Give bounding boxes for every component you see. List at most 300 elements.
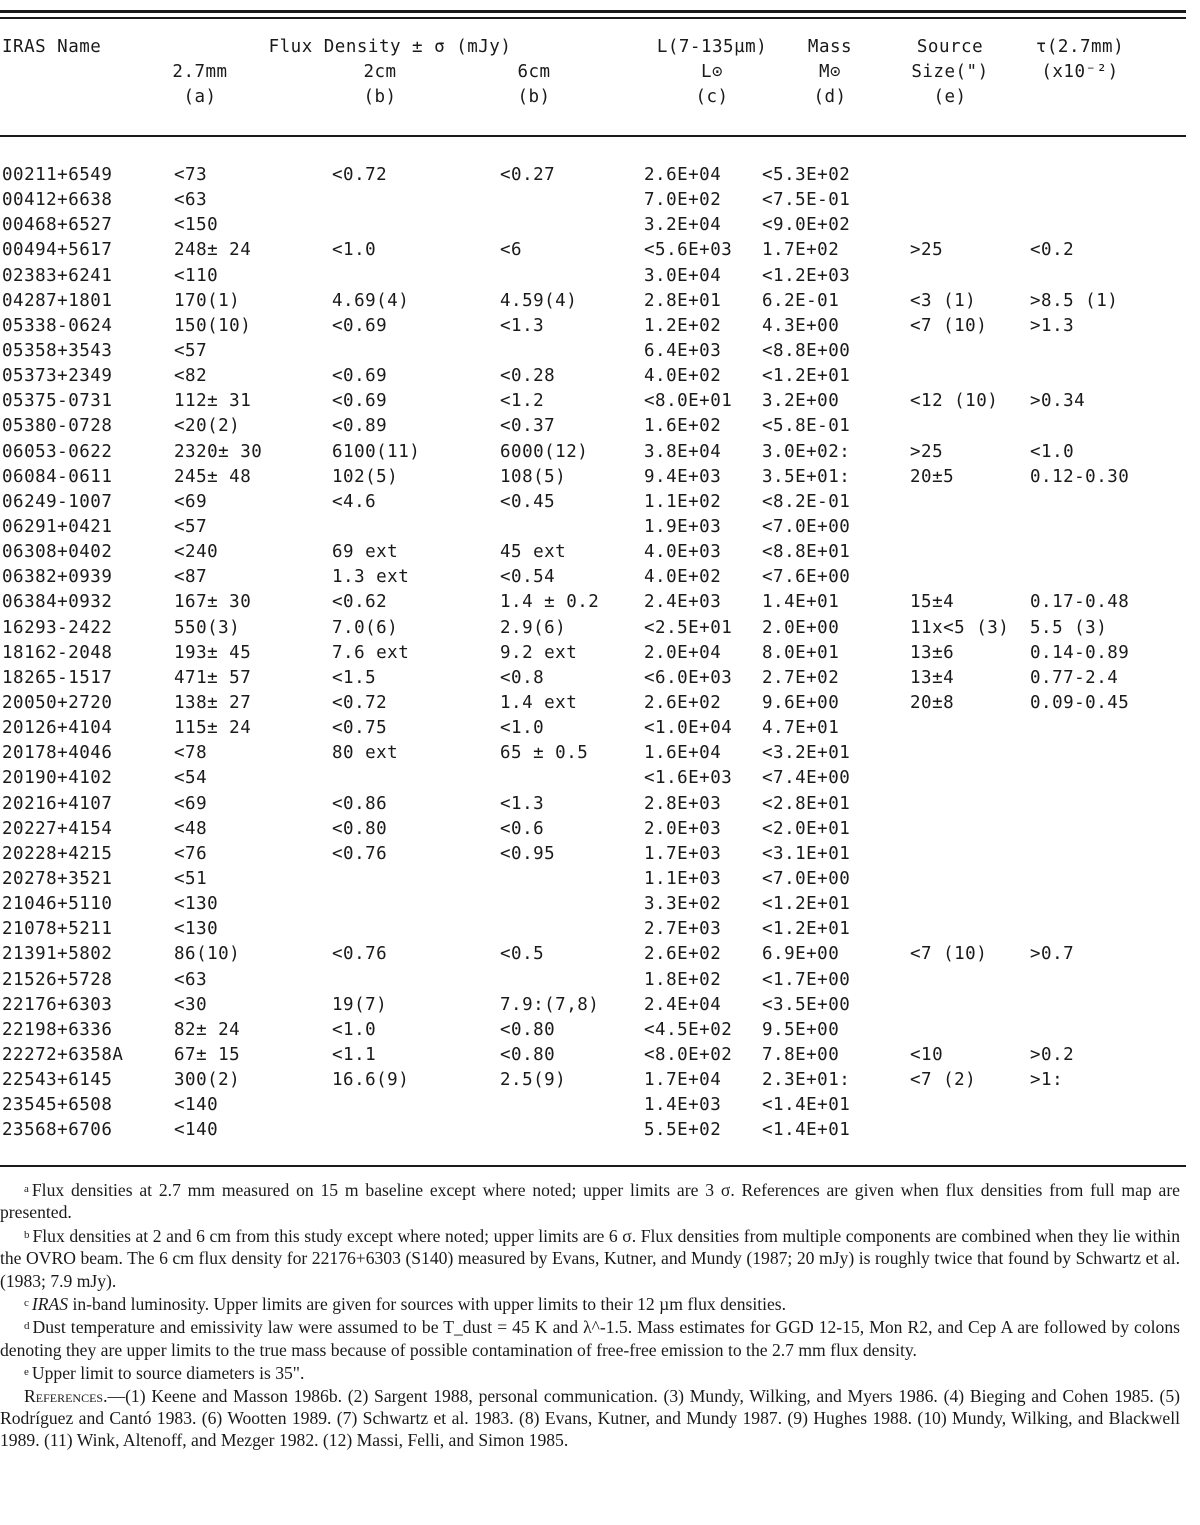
- header-luminosity: L(7-135µm): [656, 37, 768, 57]
- cell-iras-name: 05338-0624: [2, 315, 113, 336]
- cell-flux-27mm: <54: [174, 768, 208, 789]
- cell-iras-name: 23545+6508: [2, 1095, 113, 1116]
- cell-iras-name: 21078+5211: [2, 919, 113, 940]
- header-luminosity-unit: L⊙: [700, 62, 724, 82]
- cell-iras-name: 20227+4154: [2, 818, 113, 839]
- cell-iras-name: 20050+2720: [2, 692, 113, 713]
- cell-mass: <3.5E+00: [762, 994, 851, 1015]
- header-tau-2: (x10⁻²): [1041, 62, 1119, 82]
- cell-flux-2cm: <0.89: [332, 416, 388, 437]
- cell-iras-name: 22198+6336: [2, 1019, 113, 1040]
- header-rule: [0, 135, 1186, 137]
- cell-tau: >0.34: [1030, 391, 1086, 412]
- cell-mass: <5.3E+02: [762, 165, 851, 185]
- table-row: [0, 867, 1190, 892]
- cell-mass: <3.2E+01: [762, 743, 851, 764]
- cell-flux-6cm: 1.4 ext: [500, 692, 578, 713]
- table-row: [0, 364, 1190, 389]
- cell-flux-2cm: <0.69: [332, 391, 388, 412]
- cell-mass: <1.4E+01: [762, 1120, 851, 1141]
- cell-source-size: >25: [910, 441, 944, 462]
- cell-iras-name: 21526+5728: [2, 969, 113, 990]
- cell-iras-name: 20228+4215: [2, 843, 113, 864]
- cell-iras-name: 00468+6527: [2, 215, 113, 236]
- table-body: [0, 163, 1190, 1143]
- table-row: [0, 993, 1190, 1018]
- cell-mass: <1.7E+00: [762, 969, 851, 990]
- cell-flux-6cm: <6: [500, 240, 523, 261]
- cell-luminosity: 3.0E+04: [644, 265, 722, 286]
- cell-mass: 3.2E+00: [762, 391, 840, 412]
- cell-luminosity: 5.5E+02: [644, 1120, 722, 1141]
- cell-flux-27mm: <63: [174, 969, 208, 990]
- cell-flux-27mm: 115± 24: [174, 718, 252, 739]
- table-row: [0, 565, 1190, 590]
- cell-iras-name: 06249-1007: [2, 491, 113, 512]
- cell-flux-2cm: <0.76: [332, 944, 388, 965]
- footnote-a-mark: a: [24, 1183, 29, 1195]
- cell-flux-27mm: <30: [174, 994, 208, 1015]
- cell-flux-2cm: <1.0: [332, 1019, 377, 1040]
- cell-flux-27mm: 170(1): [174, 290, 241, 311]
- cell-luminosity: 3.3E+02: [644, 894, 722, 915]
- header-note-b-6cm: (b): [517, 87, 551, 107]
- table-row: [0, 741, 1190, 766]
- cell-source-size: 13±6: [910, 642, 955, 663]
- cell-flux-2cm: <0.72: [332, 692, 388, 713]
- footnote-d-mark: d: [24, 1320, 30, 1333]
- cell-flux-2cm: <0.69: [332, 315, 388, 336]
- cell-flux-6cm: 108(5): [500, 466, 567, 487]
- references: [0, 1385, 1180, 1452]
- cell-iras-name: 20278+3521: [2, 868, 113, 889]
- header-note-e: (e): [933, 87, 967, 107]
- cell-luminosity: <5.6E+03: [644, 240, 733, 261]
- cell-luminosity: 2.0E+03: [644, 818, 722, 839]
- cell-flux-2cm: <1.0: [332, 240, 377, 261]
- table-row: [0, 515, 1190, 540]
- cell-flux-27mm: 167± 30: [174, 592, 252, 613]
- cell-luminosity: 1.1E+03: [644, 868, 722, 889]
- cell-flux-27mm: 300(2): [174, 1070, 241, 1091]
- cell-mass: <5.8E-01: [762, 416, 851, 437]
- cell-flux-27mm: <140: [174, 1120, 219, 1141]
- footnote-d: [0, 1315, 1180, 1361]
- cell-flux-27mm: <57: [174, 516, 208, 537]
- cell-luminosity: 1.8E+02: [644, 969, 722, 990]
- cell-flux-2cm: 6100(11): [332, 441, 421, 462]
- cell-luminosity: 2.4E+04: [644, 994, 722, 1015]
- cell-flux-27mm: <130: [174, 919, 219, 940]
- cell-mass: 7.8E+00: [762, 1044, 840, 1065]
- cell-luminosity: 1.7E+03: [644, 843, 722, 864]
- header-note-b-2cm: (b): [363, 87, 397, 107]
- cell-mass: 8.0E+01: [762, 642, 840, 663]
- cell-mass: <7.6E+00: [762, 567, 851, 588]
- table-row: [0, 339, 1190, 364]
- table-row: [0, 440, 1190, 465]
- cell-mass: 9.5E+00: [762, 1019, 840, 1040]
- table-row: [0, 163, 1190, 188]
- cell-tau: 0.77-2.4: [1030, 667, 1119, 688]
- cell-flux-6cm: <0.8: [500, 667, 545, 688]
- cell-luminosity: 2.7E+03: [644, 919, 722, 940]
- table-row: [0, 188, 1190, 213]
- cell-flux-2cm: <4.6: [332, 491, 377, 512]
- header-note-d: (d): [813, 87, 847, 107]
- cell-flux-6cm: <0.37: [500, 416, 556, 437]
- cell-mass: <7.0E+00: [762, 516, 851, 537]
- table-row: [0, 389, 1190, 414]
- cell-flux-6cm: <1.3: [500, 793, 545, 814]
- cell-source-size: 20±8: [910, 692, 955, 713]
- footnote-b-text: Flux densities at 2 and 6 cm from this study except where noted; upper limits are 6 σ. Flux densities from multiple components are combined when they lie within the OVRO beam. The 6 cm flux density for 22176+6303 (S140) measured by Evans, Kutner, and Mundy (1987; 20 mJy) is roughly twice that found by Schwartz et al. (1983; 7.9 mJy).: [0, 1225, 1180, 1291]
- footnote-c-iras: IRAS: [31, 1294, 69, 1315]
- cell-mass: 3.0E+02:: [762, 441, 851, 462]
- cell-tau: <1.0: [1030, 441, 1075, 462]
- cell-flux-2cm: <0.86: [332, 793, 388, 814]
- cell-source-size: 15±4: [910, 592, 955, 613]
- cell-flux-27mm: <82: [174, 366, 208, 387]
- footnote-e-text: Upper limit to source diameters is 35".: [31, 1363, 305, 1384]
- table-row: [0, 792, 1190, 817]
- cell-iras-name: 23568+6706: [2, 1120, 113, 1141]
- cell-luminosity: 7.0E+02: [644, 190, 722, 211]
- cell-iras-name: 05380-0728: [2, 416, 113, 437]
- cell-flux-27mm: <69: [174, 793, 208, 814]
- header-note-a: (a): [183, 87, 217, 107]
- cell-flux-6cm: <0.5: [500, 944, 545, 965]
- cell-iras-name: 00494+5617: [2, 240, 113, 261]
- cell-flux-6cm: 9.2 ext: [500, 642, 578, 663]
- cell-flux-6cm: 4.59(4): [500, 290, 578, 311]
- table-row: [0, 314, 1190, 339]
- header-tau-1: τ(2.7mm): [1035, 37, 1125, 57]
- cell-luminosity: <1.0E+04: [644, 718, 733, 739]
- cell-flux-2cm: <0.75: [332, 718, 388, 739]
- cell-luminosity: 1.1E+02: [644, 491, 722, 512]
- cell-iras-name: 05373+2349: [2, 366, 113, 387]
- cell-luminosity: 4.0E+02: [644, 366, 722, 387]
- cell-source-size: <7 (2): [910, 1070, 977, 1091]
- table-row: [0, 289, 1190, 314]
- cell-flux-27mm: <69: [174, 491, 208, 512]
- table-footnotes: [0, 1178, 1180, 1452]
- table-row: [0, 1118, 1190, 1143]
- cell-mass: <8.2E-01: [762, 491, 851, 512]
- cell-flux-2cm: <1.5: [332, 667, 377, 688]
- cell-mass: 2.3E+01:: [762, 1070, 851, 1091]
- footnote-c-mark: c: [24, 1297, 29, 1310]
- cell-iras-name: 22272+6358A: [2, 1044, 124, 1065]
- cell-source-size: 20±5: [910, 466, 955, 487]
- cell-luminosity: 1.4E+03: [644, 1095, 722, 1116]
- cell-flux-27mm: <140: [174, 1095, 219, 1116]
- cell-flux-2cm: <0.76: [332, 843, 388, 864]
- cell-mass: <1.4E+01: [762, 1095, 851, 1116]
- table-row: [0, 1043, 1190, 1068]
- table-row: [0, 490, 1190, 515]
- cell-iras-name: 20126+4104: [2, 718, 113, 739]
- cell-flux-6cm: <1.3: [500, 315, 545, 336]
- table-row: [0, 213, 1190, 238]
- cell-source-size: >25: [910, 240, 944, 261]
- cell-flux-6cm: <0.80: [500, 1044, 556, 1065]
- cell-mass: <8.8E+01: [762, 542, 851, 563]
- header-6cm: 6cm: [517, 62, 551, 82]
- cell-iras-name: 22543+6145: [2, 1070, 113, 1091]
- cell-flux-6cm: <0.45: [500, 491, 556, 512]
- table-row: [0, 1093, 1190, 1118]
- cell-tau: 5.5 (3): [1030, 617, 1108, 638]
- cell-flux-27mm: <87: [174, 567, 208, 588]
- cell-tau: 0.09-0.45: [1030, 692, 1130, 713]
- cell-flux-2cm: <0.69: [332, 366, 388, 387]
- table-row: [0, 1018, 1190, 1043]
- cell-flux-27mm: <51: [174, 868, 208, 889]
- cell-luminosity: 4.0E+03: [644, 542, 722, 563]
- cell-flux-6cm: 45 ext: [500, 542, 567, 563]
- cell-flux-6cm: <0.95: [500, 843, 556, 864]
- cell-flux-27mm: <78: [174, 743, 208, 764]
- cell-iras-name: 05358+3543: [2, 340, 113, 361]
- cell-flux-27mm: <130: [174, 894, 219, 915]
- cell-flux-27mm: 193± 45: [174, 642, 252, 663]
- cell-flux-27mm: <57: [174, 340, 208, 361]
- table-row: [0, 414, 1190, 439]
- cell-flux-27mm: <150: [174, 215, 219, 236]
- cell-source-size: 13±4: [910, 667, 955, 688]
- cell-tau: >8.5 (1): [1030, 290, 1119, 311]
- cell-iras-name: 00412+6638: [2, 190, 113, 211]
- cell-mass: <9.0E+02: [762, 215, 851, 236]
- cell-mass: <2.8E+01: [762, 793, 851, 814]
- cell-luminosity: 2.8E+01: [644, 290, 722, 311]
- cell-flux-2cm: 69 ext: [332, 542, 399, 563]
- cell-luminosity: <8.0E+02: [644, 1044, 733, 1065]
- footnote-c: [0, 1292, 1180, 1315]
- cell-iras-name: 21046+5110: [2, 894, 113, 915]
- cell-flux-27mm: 471± 57: [174, 667, 252, 688]
- table-row: [0, 666, 1190, 691]
- cell-flux-6cm: <0.28: [500, 366, 556, 387]
- cell-iras-name: 20178+4046: [2, 743, 113, 764]
- cell-flux-2cm: 1.3 ext: [332, 567, 410, 588]
- cell-luminosity: 2.4E+03: [644, 592, 722, 613]
- cell-luminosity: 4.0E+02: [644, 567, 722, 588]
- header-2cm: 2cm: [363, 62, 397, 82]
- cell-flux-6cm: 2.9(6): [500, 617, 567, 638]
- cell-luminosity: <8.0E+01: [644, 391, 733, 412]
- cell-flux-2cm: <1.1: [332, 1044, 377, 1065]
- header-mass-unit: M⊙: [818, 62, 842, 82]
- cell-flux-6cm: 65 ± 0.5: [500, 743, 589, 764]
- table-row: [0, 716, 1190, 741]
- cell-mass: <1.2E+01: [762, 919, 851, 940]
- cell-luminosity: <6.0E+03: [644, 667, 733, 688]
- cell-luminosity: 2.6E+02: [644, 692, 722, 713]
- cell-flux-2cm: 80 ext: [332, 743, 399, 764]
- footnote-a-text: Flux densities at 2.7 mm measured on 15 m baseline except where noted; upper limits are 3 σ. References are given when flux densities from full map are presented.: [0, 1180, 1180, 1223]
- cell-flux-27mm: 86(10): [174, 944, 241, 965]
- table-row: [0, 465, 1190, 490]
- table-row: [0, 616, 1190, 641]
- header-note-c: (c): [695, 87, 729, 107]
- cell-iras-name: 06291+0421: [2, 516, 113, 537]
- cell-flux-27mm: 150(10): [174, 315, 252, 336]
- cell-flux-27mm: 2320± 30: [174, 441, 263, 462]
- cell-mass: 1.7E+02: [762, 240, 840, 261]
- top-rule-thick: [0, 10, 1186, 13]
- cell-mass: <1.2E+01: [762, 366, 851, 387]
- cell-mass: 1.4E+01: [762, 592, 840, 613]
- cell-iras-name: 22176+6303: [2, 994, 113, 1015]
- cell-mass: 4.3E+00: [762, 315, 840, 336]
- cell-flux-6cm: <1.2: [500, 391, 545, 412]
- cell-tau: >0.7: [1030, 944, 1075, 965]
- cell-mass: 6.2E-01: [762, 290, 840, 311]
- cell-iras-name: 02383+6241: [2, 265, 113, 286]
- header-flux-group: Flux Density ± σ (mJy): [268, 37, 512, 57]
- cell-flux-6cm: 7.9:(7,8): [500, 994, 600, 1015]
- table-row: [0, 540, 1190, 565]
- cell-luminosity: 3.2E+04: [644, 215, 722, 236]
- cell-tau: 0.12-0.30: [1030, 466, 1130, 487]
- table-row: [0, 264, 1190, 289]
- cell-flux-2cm: <0.62: [332, 592, 388, 613]
- cell-mass: 4.7E+01: [762, 718, 840, 739]
- cell-source-size: 11x<5 (3): [910, 617, 1010, 638]
- cell-flux-2cm: 4.69(4): [332, 290, 410, 311]
- cell-luminosity: 6.4E+03: [644, 340, 722, 361]
- cell-luminosity: 2.8E+03: [644, 793, 722, 814]
- footnote-e-mark: e: [24, 1366, 29, 1379]
- cell-flux-27mm: 67± 15: [174, 1044, 241, 1065]
- cell-mass: <2.0E+01: [762, 818, 851, 839]
- cell-tau: 0.17-0.48: [1030, 592, 1130, 613]
- cell-luminosity: <2.5E+01: [644, 617, 733, 638]
- cell-mass: <8.8E+00: [762, 340, 851, 361]
- cell-flux-2cm: 19(7): [332, 994, 388, 1015]
- cell-iras-name: 04287+1801: [2, 290, 113, 311]
- cell-mass: <7.4E+00: [762, 768, 851, 789]
- cell-mass: <1.2E+01: [762, 894, 851, 915]
- cell-iras-name: 20190+4102: [2, 768, 113, 789]
- footnote-b: [0, 1224, 1180, 1292]
- cell-flux-2cm: 7.6 ext: [332, 642, 410, 663]
- cell-flux-27mm: <63: [174, 190, 208, 211]
- cell-flux-6cm: <0.54: [500, 567, 556, 588]
- table-row: [0, 968, 1190, 993]
- cell-flux-6cm: <0.6: [500, 818, 545, 839]
- cell-mass: 3.5E+01:: [762, 466, 851, 487]
- header-source-size-1: Source: [916, 37, 984, 57]
- cell-iras-name: 06053-0622: [2, 441, 113, 462]
- cell-flux-6cm: <1.0: [500, 718, 545, 739]
- cell-tau: >1.3: [1030, 315, 1075, 336]
- footnote-a: [0, 1178, 1180, 1224]
- cell-mass: 9.6E+00: [762, 692, 840, 713]
- cell-iras-name: 00211+6549: [2, 165, 113, 185]
- cell-flux-6cm: <0.27: [500, 165, 556, 185]
- cell-flux-2cm: <0.72: [332, 165, 388, 185]
- table-row: [0, 942, 1190, 967]
- cell-iras-name: 06308+0402: [2, 542, 113, 563]
- references-text: —(1) Keene and Masson 1986b. (2) Sargent 1988, personal communication. (3) Mundy, Wilking, and Myers 1986. (4) Bieging and Cohen 1985. (5) Rodríguez and Cantó 1983. (6) Wootten 1989. (7) Schwartz et al. 1983. (8) Evans, Kutner, and Mundy 1987. (9) Hughes 1988. (10) Mundy, Wilking, and Blackwell 1989. (11) Wink, Altenoff, and Mezger 1982. (12) Massi, Felli, and Simon 1985.: [0, 1385, 1180, 1451]
- cell-luminosity: 9.4E+03: [644, 466, 722, 487]
- cell-luminosity: 2.6E+02: [644, 944, 722, 965]
- cell-mass: 2.0E+00: [762, 617, 840, 638]
- table-row: [0, 842, 1190, 867]
- cell-luminosity: 3.8E+04: [644, 441, 722, 462]
- cell-flux-2cm: 16.6(9): [332, 1070, 410, 1091]
- cell-tau: <0.2: [1030, 240, 1075, 261]
- cell-flux-27mm: <76: [174, 843, 208, 864]
- cell-luminosity: 1.9E+03: [644, 516, 722, 537]
- header-iras-name: IRAS Name: [2, 37, 102, 57]
- table-row: [0, 766, 1190, 791]
- cell-luminosity: 2.6E+04: [644, 165, 722, 185]
- cell-source-size: <3 (1): [910, 290, 977, 311]
- cell-source-size: <7 (10): [910, 944, 988, 965]
- references-label: References.: [24, 1385, 108, 1406]
- cell-iras-name: 16293-2422: [2, 617, 113, 638]
- cell-mass: 6.9E+00: [762, 944, 840, 965]
- cell-iras-name: 05375-0731: [2, 391, 113, 412]
- footnote-c-text: in-band luminosity. Upper limits are given for sources with upper limits to their 12 µm flux densities.: [68, 1294, 787, 1315]
- cell-flux-6cm: 2.5(9): [500, 1070, 567, 1091]
- cell-luminosity: <1.6E+03: [644, 768, 733, 789]
- cell-flux-6cm: <0.80: [500, 1019, 556, 1040]
- cell-iras-name: 06084-0611: [2, 466, 113, 487]
- cell-iras-name: 21391+5802: [2, 944, 113, 965]
- cell-mass: 2.7E+02: [762, 667, 840, 688]
- table-row: [0, 1068, 1190, 1093]
- footnote-d-text: Dust temperature and emissivity law were assumed to be T_dust = 45 K and λ^-1.5. Mass estimates for GGD 12-15, Mon R2, and Cep A are followed by colons denoting they are upper limits to the true mass because of possible contamination of free-free emission to the 2.7 mm flux density.: [0, 1317, 1180, 1360]
- cell-flux-2cm: 7.0(6): [332, 617, 399, 638]
- table-row: [0, 691, 1190, 716]
- cell-flux-27mm: 245± 48: [174, 466, 252, 487]
- table-row: [0, 641, 1190, 666]
- top-rule-thin: [0, 17, 1186, 19]
- cell-flux-27mm: <240: [174, 542, 219, 563]
- cell-luminosity: 1.2E+02: [644, 315, 722, 336]
- cell-mass: <1.2E+03: [762, 265, 851, 286]
- cell-flux-27mm: 550(3): [174, 617, 241, 638]
- cell-flux-27mm: <48: [174, 818, 208, 839]
- cell-luminosity: <4.5E+02: [644, 1019, 733, 1040]
- table-row: [0, 238, 1190, 263]
- cell-flux-2cm: 102(5): [332, 466, 399, 487]
- cell-iras-name: 18162-2048: [2, 642, 113, 663]
- cell-flux-27mm: <20(2): [174, 416, 241, 437]
- footnote-b-mark: b: [24, 1228, 30, 1241]
- cell-flux-27mm: 112± 31: [174, 391, 252, 412]
- cell-flux-2cm: <0.80: [332, 818, 388, 839]
- header-27mm: 2.7mm: [172, 62, 228, 82]
- cell-iras-name: 06384+0932: [2, 592, 113, 613]
- cell-luminosity: 1.6E+02: [644, 416, 722, 437]
- cell-flux-27mm: 138± 27: [174, 692, 252, 713]
- cell-mass: <7.0E+00: [762, 868, 851, 889]
- cell-flux-6cm: 1.4 ± 0.2: [500, 592, 600, 613]
- cell-iras-name: 06382+0939: [2, 567, 113, 588]
- table-row: [0, 917, 1190, 942]
- cell-source-size: <10: [910, 1044, 944, 1065]
- cell-luminosity: 2.0E+04: [644, 642, 722, 663]
- cell-flux-27mm: 82± 24: [174, 1019, 241, 1040]
- cell-iras-name: 18265-1517: [2, 667, 113, 688]
